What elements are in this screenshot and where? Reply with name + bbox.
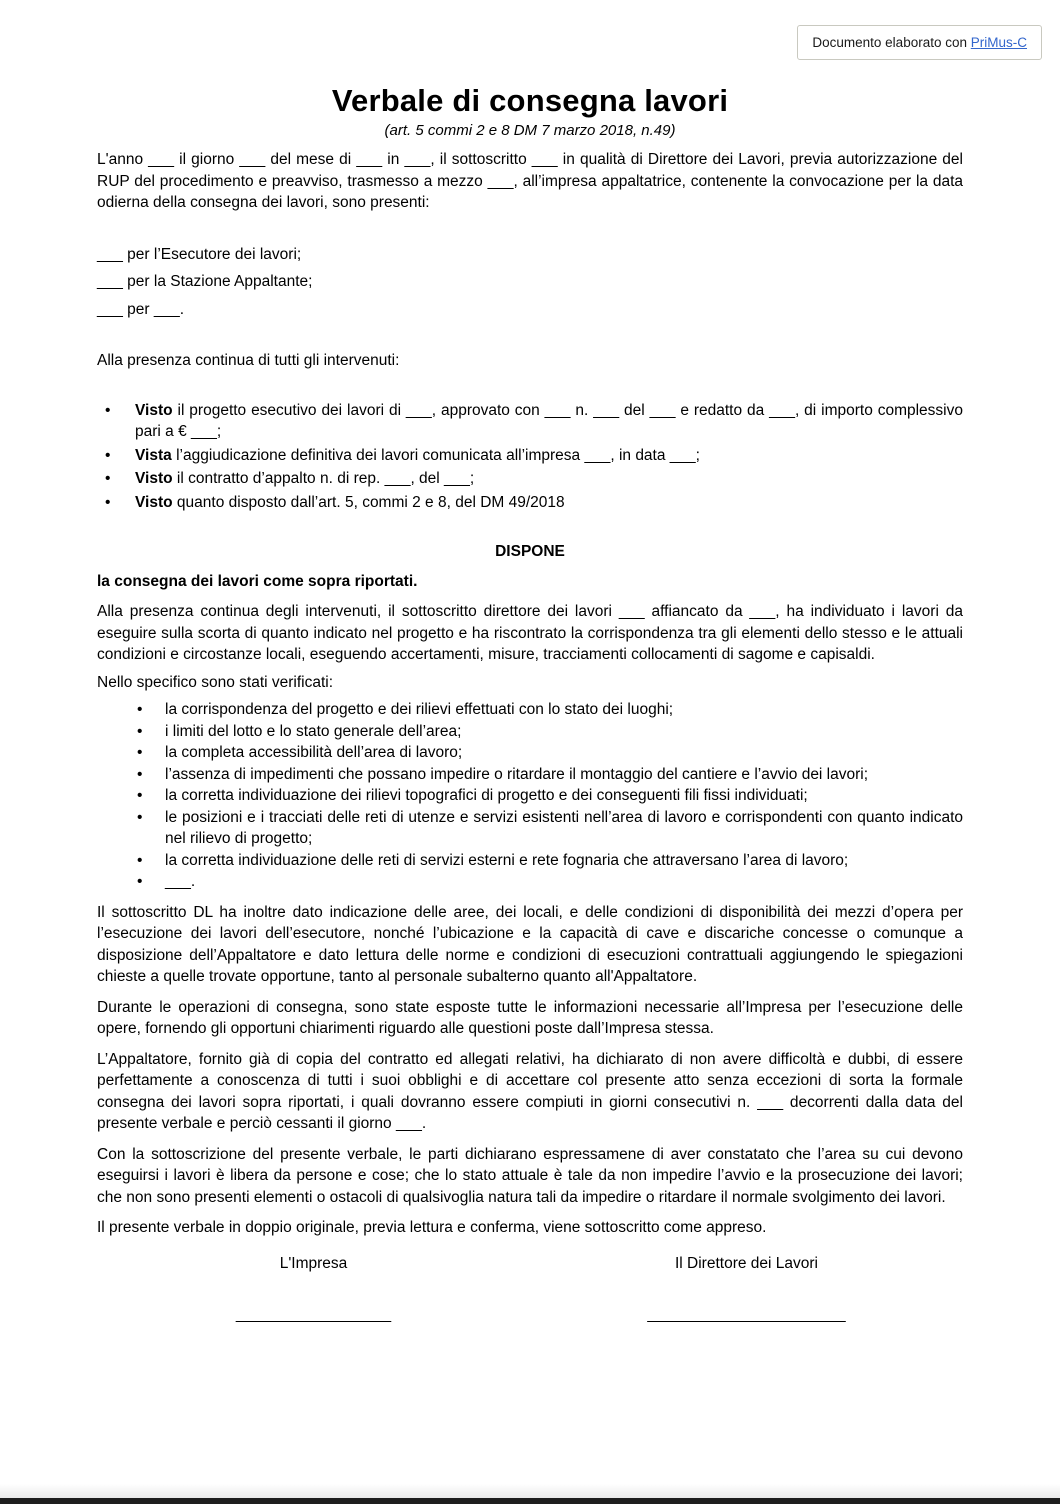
list-item: • la corretta individuazione delle reti di servizi esterni e rete fognaria che attraversano l’area di lavoro; (97, 850, 963, 872)
verifica-intro: Nello specifico sono stati verificati: (97, 673, 334, 691)
list-item: • la corrispondenza del progetto e dei rilievi effettuati con lo stato dei luoghi; (97, 699, 963, 721)
attendee-line: ___ per la Stazione Appaltante; (97, 273, 313, 290)
signature-line-direttore: _______________________ (647, 1306, 846, 1323)
verifiche-list (97, 699, 963, 893)
presence-line: Alla presenza continua di tutti gli intervenuti: (97, 352, 400, 369)
visto-text: l’aggiudicazione definitiva dei lavori comunicata all’impresa ___, in data ___; (171, 446, 700, 464)
list-item (97, 468, 963, 490)
closing-paragraph: Il sottoscritto DL ha inoltre dato indicazione delle aree, dei locali, e delle condizioni di disponibilità dei mezzi d’opera per l’esecuzione dei lavori dell’esecutore, nonché l’ubicazione e la capacità di cave e discariche concesse o comunque a disposizione dell’Appaltatore e dato lettura delle norme e condizioni di esecuzioni contrattuali aggiungendo le spiegazioni chieste a quelle trovate opportune, tanto al personale subalterno quanto all'Appaltatore. (97, 903, 963, 985)
visti-list (97, 400, 963, 514)
visto-text: il progetto esecutivo dei lavori di ___, approvato con ___ n. ___ del ___ e redatto da ___, di importo complessivo pari a € ___; (135, 401, 963, 440)
closing-paragraph: Con la sottoscrizione del presente verbale, le parti dichiarano espressamene di aver constatato che l’area su cui devono eseguirsi i lavori è libera da persone e cose; che lo stato attuale è tale da non impedire l’avvio e la prosecuzione dei lavori; che non sono presenti elementi o ostacoli di qualsivoglia natura tali da impedire o ritardare il normale svolgimento dei lavori. (97, 1145, 963, 1206)
signature-lines-row (97, 1304, 963, 1326)
bottom-bar (0, 1498, 1060, 1504)
dispone-lead: la consegna dei lavori come sopra riportati. (97, 572, 418, 590)
attendee-line: ___ per ___. (97, 300, 185, 318)
visto-lead: Visto (135, 493, 173, 511)
visto-lead: Vista (135, 446, 172, 464)
watermark-text: Documento elaborato con (812, 35, 971, 50)
signature-line-impresa: __________________ (235, 1306, 392, 1323)
list-item: • ___. (97, 871, 963, 893)
intro-paragraph: L'anno ___ il giorno ___ del mese di ___ in ___, il sottoscritto ___ in qualità di Direttore dei Lavori, previa autorizzazione del RUP del procedimento e preavviso, trasmesso a mezzo ___, all’impresa appaltatrice, contenente la convocazione per la data odierna della consegna dei lavori, sono presenti: (97, 151, 963, 211)
primus-link[interactable]: PriMus-C (970, 35, 1027, 50)
visto-text: il contratto d’appalto n. di rep. ___, del ___; (172, 470, 475, 487)
page-bottom-gradient (0, 1484, 1060, 1504)
closing-paragraph: Il presente verbale in doppio originale, previa lettura e conferma, viene sottoscritto come appreso. (97, 1219, 767, 1236)
list-item (97, 445, 963, 467)
list-item: • la completa accessibilità dell’area di lavoro; (97, 742, 963, 764)
closing-paragraph: L’Appaltatore, fornito già di copia del contratto ed allegati relativi, ha dichiarato di non avere difficoltà e dubbi, di essere perfettamente a conoscenza di tutti i suoi obblighi e di accettare col presente atto senza eccezioni di sorta la formale consegna dei lavori sopra riportati, i quali dovranno essere compiuti in giorni consecutivi n. ___ decorrenti dalla data del presente verbale e perciò cessanti il giorno ___. (97, 1050, 963, 1132)
signature-label-direttore: Il Direttore dei Lavori (674, 1254, 818, 1272)
dispone-paragraph: Alla presenza continua degli intervenuti, il sottoscritto direttore dei lavori ___ affiancato da ___, ha individuato i lavori da eseguire sulla scorta di quanto indicato nel progetto e ha riscontrato la corrispondenza tra gli elementi dello stesso e le attuali condizioni e circostanze locali, eseguendo accertamenti, misure, tracciamenti collocamenti di sagome e capisaldi. (97, 603, 963, 663)
list-item (97, 492, 963, 514)
list-item: • i limiti del lotto e lo stato generale dell’area; (97, 721, 963, 743)
visto-lead: Visto (135, 401, 173, 419)
watermark-box (797, 25, 1042, 60)
attendees-list (97, 244, 963, 321)
page-subtitle: (art. 5 commi 2 e 8 DM 7 marzo 2018, n.49) (384, 122, 676, 139)
visto-lead: Visto (135, 470, 173, 487)
dispone-heading: DISPONE (495, 543, 565, 560)
attendee-line: ___ per l’Esecutore dei lavori; (97, 245, 302, 263)
list-item: • la corretta individuazione dei rilievi topografici di progetto e dei conseguenti fili fissi individuati; (97, 785, 963, 807)
list-item (97, 400, 963, 443)
closing-paragraph: Durante le operazioni di consegna, sono state esposte tutte le informazioni necessarie all’Impresa per l’esecuzione delle opere, fornendo gli opportuni chiarimenti riguardo alle questioni poste dall’Impresa stessa. (97, 998, 963, 1037)
signature-label-impresa: L'Impresa (279, 1254, 348, 1272)
signature-labels-row (97, 1253, 963, 1275)
list-item: • l’assenza di impedimenti che possano impedire o ritardare il montaggio del cantiere e l’avvio dei lavori; (97, 764, 963, 786)
page-title: Verbale di consegna lavori (331, 83, 729, 118)
visto-text: quanto disposto dall’art. 5, commi 2 e 8, del DM 49/2018 (172, 493, 565, 511)
list-item: • le posizioni e i tracciati delle reti di utenze e servizi esistenti nell’area di lavoro e corrispondenti con quanto indicato nel rilievo di progetto; (97, 807, 963, 850)
